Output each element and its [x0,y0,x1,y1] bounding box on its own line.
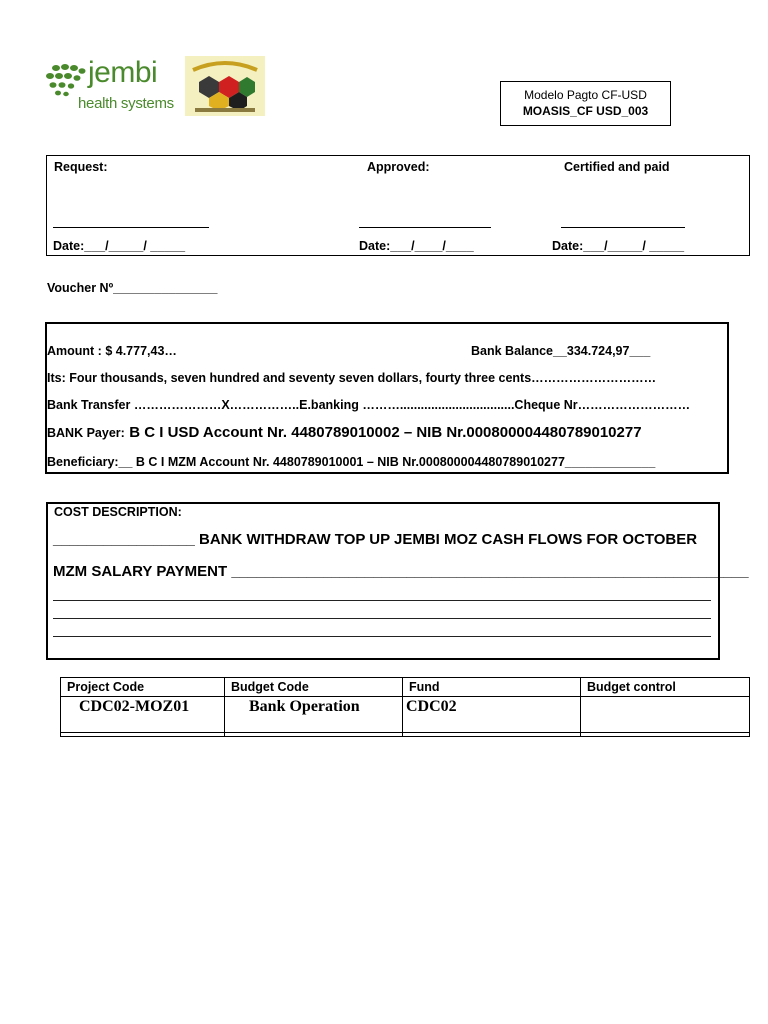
certified-signature-line[interactable] [561,227,685,228]
amount-in-words: Its: Four thousands, seven hundred and seventy seven dollars, fourty three cents………………………… [47,371,657,385]
request-date[interactable]: Date:___/_____/ _____ [53,239,186,253]
certified-date[interactable]: Date:___/_____/ _____ [552,239,685,253]
bank-balance: Bank Balance__334.724,97___ [471,344,651,358]
fund-value[interactable]: CDC02 [403,697,581,733]
project-code-header: Project Code [61,678,225,697]
voucher-number[interactable]: Voucher Nº_______________ [47,281,218,295]
approved-signature-line[interactable] [359,227,491,228]
form-model-code: MOASIS_CF USD_003 [522,104,649,118]
cost-blank-line[interactable] [53,600,711,601]
budget-code-header: Budget Code [225,678,403,697]
form-model-box [500,81,671,126]
budget-codes-table [60,677,750,737]
signatures-box [46,155,750,256]
table-bottom-rule [61,733,750,737]
cost-description-box [46,502,749,660]
budget-code-value[interactable]: Bank Operation [225,697,403,733]
bank-payer [47,424,642,442]
project-code-value[interactable]: CDC02-MOZ01 [61,697,225,733]
request-label: Request: [54,160,108,174]
table-row [61,697,750,733]
bank-payer-label: BANK Payer: [47,426,125,440]
cost-blank-line[interactable] [53,618,711,619]
jembi-logo-subtitle: health systems [78,95,174,112]
request-signature-line[interactable] [53,227,209,228]
approved-date[interactable]: Date:___/____/____ [359,239,474,253]
beneficiary: Beneficiary:__ B C I MZM Account Nr. 4480789010001 – NIB Nr.000800004480789010277_____________ [47,455,656,469]
payment-method: Bank Transfer …………………X……………..E.banking ……….................................Cheque Nr……………………… [47,398,691,412]
amount-box [45,322,729,474]
table-header-row [61,678,750,697]
cost-description-label: COST DESCRIPTION: [54,505,182,519]
approved-label: Approved: [367,160,430,174]
cost-blank-line[interactable] [53,636,711,637]
amount-value: Amount : $ 4.777,43… [47,344,177,358]
budget-control-value[interactable] [581,697,750,733]
fund-header: Fund [403,678,581,697]
certified-label: Certified and paid [564,160,670,174]
bank-payer-account: B C I USD Account Nr. 4480789010002 – NIB Nr.000800004480789010277 [129,424,642,441]
cost-line-1: _________________ BANK WITHDRAW TOP UP JEMBI MOZ CASH FLOWS FOR OCTOBER [53,531,698,548]
form-model-name: Modelo Pagto CF-USD [524,88,647,102]
oasis-mozambique-emblem [185,56,265,116]
cost-line-2: MZM SALARY PAYMENT ______________________________________________________________ [53,563,749,580]
jembi-logo-word: jembi [88,56,158,89]
budget-control-header: Budget control [581,678,750,697]
